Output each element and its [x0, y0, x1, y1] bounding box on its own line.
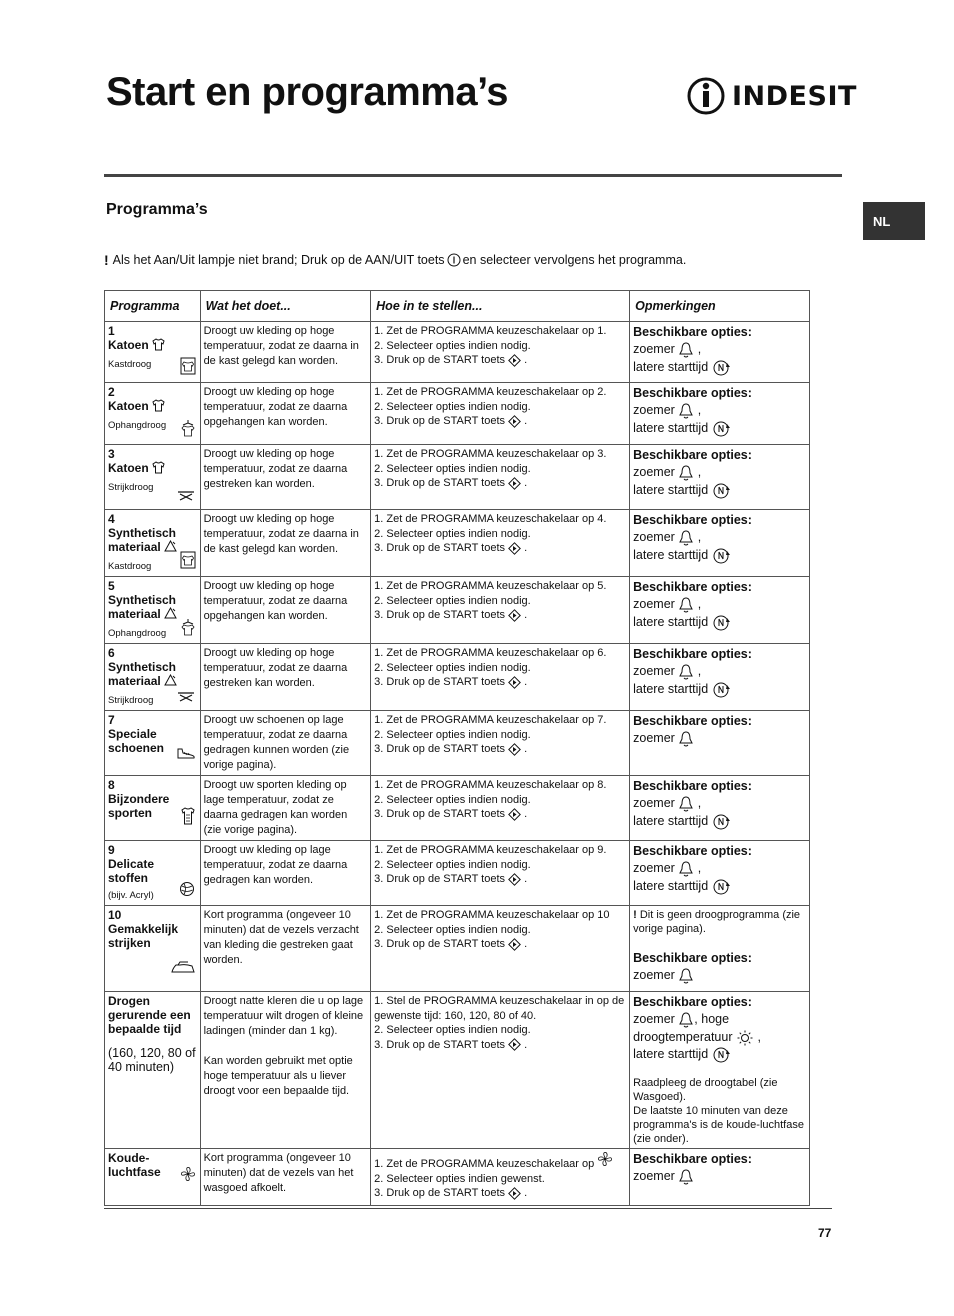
options-label: Beschikbare opties:: [633, 714, 752, 728]
program-subtitle: Strijkdroog: [108, 695, 154, 706]
program-symbol: [180, 618, 196, 639]
sports-shirt-icon: [180, 807, 196, 825]
bell-icon: [678, 663, 694, 681]
setup-step: 2. Selecteer opties indien nodig.: [374, 594, 531, 607]
bell-icon: [678, 795, 694, 813]
program-number: 4: [108, 512, 115, 526]
option-delay: latere starttijd: [633, 483, 732, 497]
program-number: 8: [108, 778, 115, 792]
program-subtitle: Kastdroog: [108, 359, 152, 370]
setup-step: 1. Zet de PROGRAMMA keuzeschakelaar op 1.: [374, 325, 607, 337]
program-number: 2: [108, 385, 115, 399]
program-symbol: [176, 689, 196, 706]
remarks-cell: [630, 322, 810, 383]
fabric-type-icon: [164, 607, 177, 623]
setup-step: 2. Selecteer opties indien nodig.: [374, 527, 531, 540]
how-to-set-cell: [371, 992, 630, 1149]
options-label: Beschikbare opties:: [633, 844, 752, 858]
remarks-cell: [630, 711, 810, 776]
setup-step: 1. Stel de PROGRAMMA keuzeschakelaar in op de gewenste tijd: 160, 120, 80 of 40.: [374, 995, 625, 1022]
fabric-type-icon: [152, 338, 165, 354]
bell-icon: [678, 967, 694, 985]
delay-timer-icon: [712, 614, 732, 632]
options-label: Beschikbare opties:: [633, 995, 752, 1009]
start-diamond-icon: [508, 938, 521, 951]
program-subtitle: Kastdroog: [108, 561, 152, 572]
easy-iron-icon: [170, 960, 196, 976]
program-name: Synthetisch materiaal: [108, 660, 177, 689]
options-label: Beschikbare opties:: [633, 386, 752, 400]
table-row: [105, 906, 810, 992]
setup-step: 3. Druk op de START toets .: [374, 743, 528, 755]
option-delay: latere starttijd: [633, 360, 732, 374]
setup-step: 3. Druk op de START toets .: [374, 1187, 528, 1199]
setup-step: 2. Selecteer opties indien nodig.: [374, 793, 531, 806]
setup-step: 2. Selecteer opties indien nodig.: [374, 339, 531, 352]
option-buzzer: zoemer: [633, 731, 694, 745]
program-number: 5: [108, 579, 115, 593]
what-it-does-cell: Droogt uw schoenen op lage temperatuur, zodat ze daarna gedragen kunnen worden (zie vorige pagina).: [200, 711, 371, 776]
program-cell: [105, 644, 201, 711]
what-it-does-cell: Droogt uw kleding op hoge temperatuur, zodat ze daarna opgehangen kan worden.: [200, 577, 371, 644]
remarks-cell: [630, 906, 810, 992]
option-buzzer: zoemer ,: [633, 861, 701, 875]
setup-step: 1. Zet de PROGRAMMA keuzeschakelaar op 7.: [374, 714, 607, 726]
option-delay: latere starttijd: [633, 548, 732, 562]
table-row: [105, 776, 810, 841]
delay-timer-icon: [712, 1046, 732, 1064]
how-to-set-cell: [371, 776, 630, 841]
setup-step: 2. Selecteer opties indien nodig.: [374, 661, 531, 674]
setup-step: 3. Druk op de START toets .: [374, 873, 528, 885]
options-label: Beschikbare opties:: [633, 1152, 752, 1166]
program-cell: [105, 992, 201, 1149]
setup-step: 1. Zet de PROGRAMMA keuzeschakelaar op 2.: [374, 386, 607, 398]
footer-divider: [104, 1208, 832, 1209]
option-buzzer: zoemer , hoge droogtemperatuur ,: [633, 1012, 761, 1044]
note-text-after: en selecteer vervolgens het programma.: [462, 253, 687, 267]
option-delay: latere starttijd: [633, 615, 732, 629]
delay-timer-icon: [712, 813, 732, 831]
setup-step: 2. Selecteer opties indien nodig.: [374, 1024, 531, 1036]
program-symbol: [178, 880, 196, 901]
program-cell: [105, 445, 201, 510]
what-it-does-cell: Kort programma (ongeveer 10 minuten) dat de vezels van het wasgoed afkoelt.: [200, 1149, 371, 1206]
program-symbol: [170, 960, 196, 979]
table-header-row: [105, 291, 810, 322]
table-row: [105, 445, 810, 510]
setup-steps: [374, 908, 626, 952]
program-symbol: [180, 807, 196, 828]
indesit-logo-icon: [686, 76, 726, 116]
start-diamond-icon: [508, 1038, 521, 1051]
delay-timer-icon: [712, 681, 732, 699]
delay-timer-icon: [712, 482, 732, 500]
indesit-logo: [686, 76, 857, 116]
synthetic-icon: [164, 607, 177, 620]
options-label: Beschikbare opties:: [633, 951, 752, 965]
cool-air-fan-icon: [597, 1151, 613, 1167]
program-number: 1: [108, 324, 115, 338]
setup-steps: [374, 385, 626, 429]
option-delay: latere starttijd: [633, 1047, 732, 1061]
fabric-type-icon: [152, 399, 165, 415]
setup-step: 1. Zet de PROGRAMMA keuzeschakelaar op 4.: [374, 513, 607, 525]
program-number: 10: [108, 908, 122, 922]
start-diamond-icon: [508, 477, 521, 490]
table-row: [105, 644, 810, 711]
delay-timer-icon: [712, 878, 732, 896]
how-to-set-cell: [371, 383, 630, 445]
remark-cool-phase: De laatste 10 minuten van deze programma's is de koude-luchtfase (zie onder).: [633, 1105, 804, 1145]
bell-icon: [678, 464, 694, 482]
setup-step: 2. Selecteer opties indien nodig.: [374, 400, 531, 413]
bell-icon: [678, 341, 694, 359]
setup-steps: [374, 324, 626, 368]
setup-step: 1. Zet de PROGRAMMA keuzeschakelaar op 5.: [374, 580, 607, 592]
setup-step: 1. Zet de PROGRAMMA keuzeschakelaar op: [374, 1151, 626, 1172]
cupboard-dry-icon: [180, 357, 196, 375]
option-buzzer: zoemer ,: [633, 342, 701, 356]
synthetic-icon: [164, 674, 177, 687]
hanger-dry-icon: [180, 419, 196, 437]
how-to-set-cell: [371, 577, 630, 644]
setup-step: 3. Druk op de START toets .: [374, 609, 528, 621]
option-buzzer: zoemer ,: [633, 465, 701, 479]
program-times: (160, 120, 80 of 40 minuten): [108, 1046, 196, 1074]
table-row: [105, 383, 810, 445]
how-to-set-cell: [371, 906, 630, 992]
bell-icon: [678, 730, 694, 748]
how-to-set-cell: [371, 1149, 630, 1206]
program-cell: [105, 577, 201, 644]
table-row: [105, 577, 810, 644]
option-buzzer: zoemer ,: [633, 403, 701, 417]
options-label: Beschikbare opties:: [633, 779, 752, 793]
how-to-set-cell: [371, 510, 630, 577]
remarks-cell: [630, 776, 810, 841]
setup-step: 2. Selecteer opties indien nodig.: [374, 728, 531, 741]
section-title: Programma’s: [106, 201, 208, 218]
cotton-shirt-icon: [152, 399, 165, 412]
bell-icon: [678, 529, 694, 547]
options-label: Beschikbare opties:: [633, 513, 752, 527]
program-symbol: [180, 419, 196, 440]
option-buzzer: zoemer ,: [633, 597, 701, 611]
program-subtitle: (bijv. Acryl): [108, 890, 154, 901]
bell-icon: [678, 402, 694, 420]
setup-step: 1. Zet de PROGRAMMA keuzeschakelaar op 9.: [374, 844, 607, 856]
note-text-before: Als het Aan/Uit lampje niet brand; Druk op de AAN/UIT toets: [112, 253, 445, 267]
how-to-set-cell: [371, 644, 630, 711]
remarks-cell: [630, 1149, 810, 1206]
setup-step: 2. Selecteer opties indien nodig.: [374, 923, 531, 936]
setup-step: 3. Druk op de START toets .: [374, 354, 528, 366]
remarks-cell: [630, 445, 810, 510]
start-diamond-icon: [508, 743, 521, 756]
cupboard-dry-icon: [180, 551, 196, 569]
setup-steps: [374, 579, 626, 623]
setup-step: 2. Selecteer opties indien nodig.: [374, 462, 531, 475]
delay-timer-icon: [712, 547, 732, 565]
how-to-set-cell: [371, 322, 630, 383]
bell-icon: [678, 1168, 694, 1186]
start-diamond-icon: [508, 609, 521, 622]
setup-steps: [374, 994, 626, 1052]
program-name: Bijzondere sporten: [108, 792, 170, 820]
options-label: Beschikbare opties:: [633, 647, 752, 661]
start-diamond-icon: [508, 808, 521, 821]
high-temperature-sun-icon: [736, 1030, 754, 1046]
header-divider: [104, 174, 842, 177]
iron-dry-icon: [176, 689, 196, 703]
remarks-cell: [630, 510, 810, 577]
setup-step: 2. Selecteer opties indien gewenst.: [374, 1172, 545, 1185]
remarks-cell: [630, 992, 810, 1149]
setup-steps: [374, 843, 626, 887]
remark-table-ref: Raadpleeg de droogtabel (zie Wasgoed).: [633, 1077, 778, 1103]
options-label: Beschikbare opties:: [633, 325, 752, 339]
program-subtitle: Strijkdroog: [108, 482, 154, 493]
program-name: Katoen: [108, 461, 149, 476]
remarks-cell: [630, 841, 810, 906]
program-cell: [105, 383, 201, 445]
cotton-shirt-icon: [152, 338, 165, 351]
start-diamond-icon: [508, 354, 521, 367]
iron-dry-icon: [176, 488, 196, 502]
what-it-does-cell: Droogt uw kleding op hoge temperatuur, zodat ze daarna in de kast gelegd kan worden.: [200, 510, 371, 577]
table-row: [105, 992, 810, 1149]
setup-step: 3. Druk op de START toets .: [374, 676, 528, 688]
setup-steps: [374, 778, 626, 822]
option-buzzer: zoemer ,: [633, 664, 701, 678]
what-it-does-cell: Droogt uw kleding op hoge temperatuur, zodat ze daarna gestreken kan worden.: [200, 445, 371, 510]
table-row: [105, 322, 810, 383]
what-it-does-cell: Droogt uw kleding op lage temperatuur, zodat ze daarna gedragen kan worden.: [200, 841, 371, 906]
table-row: [105, 510, 810, 577]
setup-steps: [374, 1151, 626, 1201]
remarks-cell: [630, 577, 810, 644]
program-number: 7: [108, 713, 115, 727]
option-buzzer: zoemer ,: [633, 796, 701, 810]
what-it-does-cell: Droogt natte kleren die u op lage temperatuur wilt drogen of kleine ladingen (minder dan 1 kg). Kan worden gebruikt met optie hoge temperatuur als u liever droogt voor een bepaalde tijd.: [200, 992, 371, 1149]
fabric-type-icon: [152, 461, 165, 477]
program-symbol: [180, 357, 196, 378]
setup-step: 1. Zet de PROGRAMMA keuzeschakelaar op 3.: [374, 448, 607, 460]
program-cell: [105, 841, 201, 906]
setup-step: 1. Zet de PROGRAMMA keuzeschakelaar op 10: [374, 909, 610, 921]
language-tab: NL: [863, 202, 925, 240]
header-opmerkingen: Opmerkingen: [630, 291, 810, 322]
setup-steps: [374, 512, 626, 556]
table-row: [105, 711, 810, 776]
remark-note: ! Dit is geen droogprogramma (zie vorige pagina).: [633, 909, 801, 935]
setup-step: 3. Druk op de START toets .: [374, 808, 528, 820]
setup-steps: [374, 713, 626, 757]
delicate-ball-icon: [178, 880, 196, 898]
how-to-set-cell: [371, 711, 630, 776]
what-it-does-cell: Droogt uw kleding op hoge temperatuur, zodat ze daarna gestreken kan worden.: [200, 644, 371, 711]
start-diamond-icon: [508, 415, 521, 428]
what-it-does-cell: Droogt uw kleding op hoge temperatuur, zodat ze daarna opgehangen kan worden.: [200, 383, 371, 445]
program-cell: [105, 906, 201, 992]
option-buzzer: zoemer ,: [633, 530, 701, 544]
program-number: 3: [108, 447, 115, 461]
what-it-does-cell: Droogt uw kleding op hoge temperatuur, zodat ze daarna in de kast gelegd kan worden.: [200, 322, 371, 383]
how-to-set-cell: [371, 841, 630, 906]
setup-step: 2. Selecteer opties indien nodig.: [374, 858, 531, 871]
setup-step: 3. Druk op de START toets .: [374, 542, 528, 554]
how-to-set-cell: [371, 445, 630, 510]
delay-timer-icon: [712, 420, 732, 438]
program-symbol: [176, 746, 196, 763]
table-row: [105, 841, 810, 906]
program-cell: [105, 510, 201, 577]
page-number: 77: [818, 1226, 832, 1240]
program-name: Synthetisch materiaal: [108, 593, 177, 622]
hanger-dry-icon: [180, 618, 196, 636]
power-button-icon: [447, 253, 461, 267]
program-cell: [105, 322, 201, 383]
note-mark: !: [104, 252, 109, 268]
setup-step: 1. Zet de PROGRAMMA keuzeschakelaar op 8.: [374, 779, 607, 791]
programs-table: [104, 290, 810, 1206]
option-delay: latere starttijd: [633, 682, 732, 696]
option-buzzer: zoemer: [633, 968, 694, 982]
bell-icon: [678, 596, 694, 614]
header-wat-het-doet: Wat het doet...: [200, 291, 371, 322]
brand-wordmark: INDESIT: [732, 80, 857, 112]
setup-step: 3. Druk op de START toets .: [374, 477, 528, 489]
program-number: 9: [108, 843, 115, 857]
options-label: Beschikbare opties:: [633, 580, 752, 594]
program-name: Gemakkelijk strijken: [108, 922, 179, 950]
setup-steps: [374, 447, 626, 491]
setup-step: 3. Druk op de START toets .: [374, 415, 528, 427]
synthetic-icon: [164, 540, 177, 553]
program-cell: [105, 711, 201, 776]
program-symbol: [180, 1166, 196, 1185]
program-name: Drogen gerurende een bepaalde tijd: [108, 994, 191, 1036]
what-it-does-cell: Kort programma (ongeveer 10 minuten) dat de vezels verzacht van kleding die gestreken gaat worden.: [200, 906, 371, 992]
program-cell: [105, 776, 201, 841]
option-delay: latere starttijd: [633, 879, 732, 893]
setup-step: 3. Druk op de START toets .: [374, 938, 528, 950]
bell-icon: [678, 860, 694, 878]
setup-steps: [374, 646, 626, 690]
what-it-does-cell: Droogt uw sporten kleding op lage temperatuur, zodat ze daarna gedragen kan worden (zie vorige pagina).: [200, 776, 371, 841]
remarks-cell: [630, 383, 810, 445]
option-buzzer: zoemer: [633, 1169, 694, 1183]
fabric-type-icon: [164, 540, 177, 556]
bell-icon: [678, 1011, 694, 1029]
program-subtitle: Ophangdroog: [108, 420, 167, 431]
option-delay: latere starttijd: [633, 421, 732, 435]
header-programma: Programma: [105, 291, 201, 322]
program-subtitle: Ophangdroog: [108, 628, 167, 639]
power-note: [104, 252, 686, 268]
program-symbol: [180, 551, 196, 572]
program-name: Katoen: [108, 338, 149, 353]
option-delay: latere starttijd: [633, 814, 732, 828]
start-diamond-icon: [508, 542, 521, 555]
cotton-shirt-icon: [152, 461, 165, 474]
page-title: Start en programma’s: [106, 70, 508, 114]
delay-timer-icon: [712, 359, 732, 377]
program-name: Katoen: [108, 399, 149, 414]
start-diamond-icon: [508, 676, 521, 689]
setup-step: 1. Zet de PROGRAMMA keuzeschakelaar op 6.: [374, 647, 607, 659]
start-diamond-icon: [508, 1187, 521, 1200]
options-label: Beschikbare opties:: [633, 448, 752, 462]
program-symbol: [176, 488, 196, 505]
program-name: Speciale schoenen: [108, 727, 165, 755]
header-hoe-in-te-stellen: Hoe in te stellen...: [371, 291, 630, 322]
table-row: [105, 1149, 810, 1206]
remarks-cell: [630, 644, 810, 711]
program-number: 6: [108, 646, 115, 660]
program-name: Delicate stoffen: [108, 857, 155, 885]
fabric-type-icon: [164, 674, 177, 690]
setup-step: 3. Druk op de START toets .: [374, 1038, 528, 1051]
start-diamond-icon: [508, 873, 521, 886]
program-name: Koude-luchtfase: [108, 1151, 161, 1179]
program-name: Synthetisch materiaal: [108, 526, 177, 555]
cool-air-fan-icon: [180, 1166, 196, 1182]
shoes-icon: [176, 746, 196, 760]
program-cell: [105, 1149, 201, 1206]
